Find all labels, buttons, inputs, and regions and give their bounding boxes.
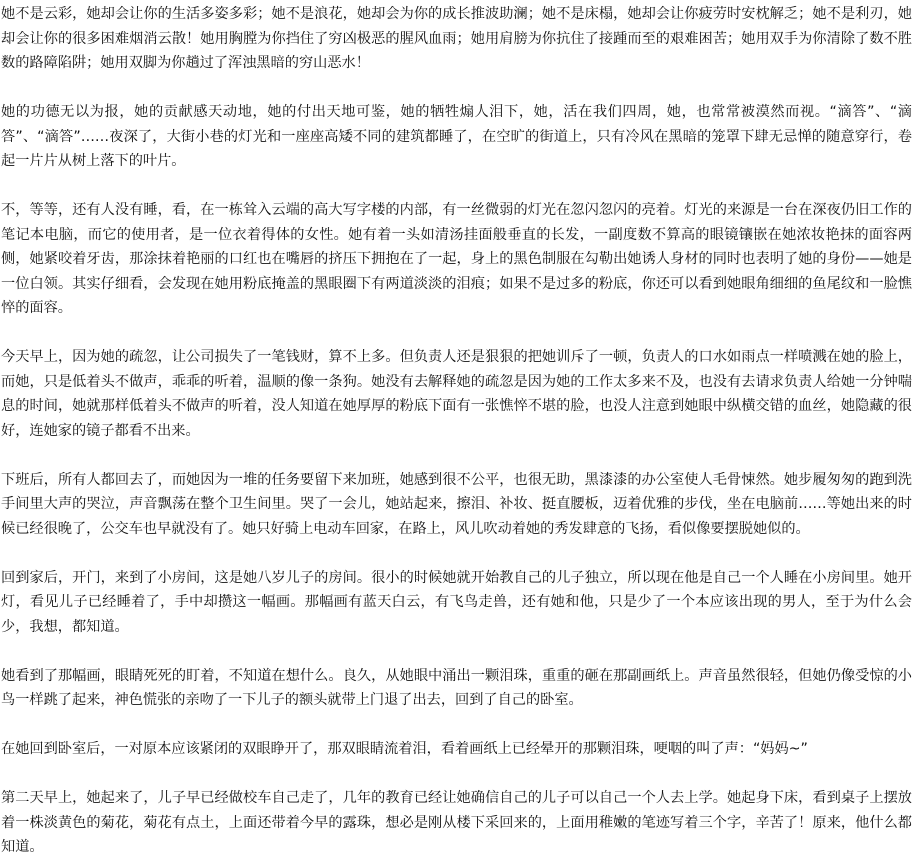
paragraph-3: 不，等等，还有人没有睡，看，在一栋耸入云端的高大写字楼的内部，有一丝微弱的灯光在忽闪忽闪的亮着。灯光的来源是一台在深夜仍旧工作的笔记本电脑，而它的使用者，是一位衣着得体的女性。她有着一头如清汤挂面般垂直的长发，一副度数不算高的眼镜镶嵌在她浓妆艳抹的面容两侧，她紧咬着牙齿，那涂抹着艳丽的口红也在嘴唇的挤压下拥抱在了一起，身上的黑色制服在勾勒出她诱人身材的同时也表明了她的身份——她是一位白领。其实仔细看，会发现在她用粉底掩盖的黑眼圈下有两道淡淡的泪痕；如果不是过多的粉底，你还可以看到她眼角细细的鱼尾纹和一脸憔悴的面容。 bbox=[1, 202, 912, 316]
paragraph-2: 她的功德无以为报，她的贡献感天动地，她的付出天地可鉴，她的牺牲煽人泪下，她，活在我们四周，她，也常常被漠然而视。“滴答”、“滴答”、“滴答”……夜深了，大街小巷的灯光和一座座高矮不同的建筑都睡了，在空旷的街道上，只有冷风在黑暗的笼罩下肆无忌惮的随意穿行，卷起一片片从树上落下的叶片。 bbox=[1, 104, 912, 169]
paragraph-5: 下班后，所有人都回去了，而她因为一堆的任务要留下来加班，她感到很不公平，也很无助，黑漆漆的办公室使人毛骨悚然。她步履匆匆的跑到洗手间里大声的哭泣，声音飘荡在整个卫生间里。哭了一会儿，她站起来，擦泪、补妆、挺直腰板，迈着优雅的步伐，坐在电脑前……等她出来的时候已经很晚了，公交车也早就没有了。她只好骑上电动车回家，在路上，风儿吹动着她的秀发肆意的飞扬，看似像要摆脱她似的。 bbox=[1, 471, 912, 537]
paragraph-8: 在她回到卧室后，一对原本应该紧闭的双眼睁开了，那双眼睛流着泪，看着画纸上已经晕开的那颗泪珠，哽咽的叫了声：“妈妈~” bbox=[1, 741, 808, 757]
paragraph-4: 今天早上，因为她的疏忽，让公司损失了一笔钱财，算不上多。但负责人还是狠狠的把她训斥了一顿，负责人的口水如雨点一样喷溅在她的脸上，而她，只是低着头不做声，乖乖的听着，温顺的像一条狗。她没有去解释她的疏忽是因为她的工作太多来不及，也没有去请求负责人给她一分钟喘息的时间，她就那样低着头不做声的听着，没人知道在她厚厚的粉底下面有一张憔悴不堪的脸，也没人注意到她眼中纵横交错的血丝，她隐藏的很好，连她家的镜子都看不出来。 bbox=[1, 349, 912, 439]
paragraph-1: 她不是云彩，她却会让你的生活多姿多彩；她不是浪花，她却会为你的成长推波助澜；她不是床榻，她却会让你疲劳时安枕解乏；她不是利刃，她却会让你的很多困难烟消云散！她用胸膛为你挡住了穷凶极恶的腥风血雨；她用肩膀为你抗住了接踵而至的艰难困苦；她用双手为你清除了数不胜数的路障陷阱；她用双脚为你趟过了浑浊黑暗的穷山恶水！ bbox=[1, 6, 912, 71]
paragraph-6: 回到家后，开门，来到了小房间，这是她八岁儿子的房间。很小的时候她就开始教自己的儿子独立，所以现在他是自己一个人睡在小房间里。她开灯，看见儿子已经睡着了，手中却攒这一幅画。那幅画有蓝天白云，有飞鸟走兽，还有她和他，只是少了一个本应该出现的男人，至于为什么会少，我想，都知道。 bbox=[1, 569, 912, 635]
paragraph-9: 第二天早上，她起来了，儿子早已经做校车自己走了，几年的教育已经让她确信自己的儿子可以自己一个人去上学。她起身下床，看到桌子上摆放着一株淡黄色的菊花，菊花有点土，上面还带着今早的露珠，想必是刚从楼下采回来的，上面用稚嫩的笔迹写着三个字，辛苦了！原来，他什么都知道。 bbox=[1, 790, 912, 855]
paragraph-7: 她看到了那幅画，眼睛死死的盯着，不知道在想什么。良久，从她眼中涌出一颗泪珠，重重的砸在那副画纸上。声音虽然很轻，但她仍像受惊的小鸟一样跳了起来，神色慌张的亲吻了一下儿子的额头就带上门退了出去，回到了自己的卧室。 bbox=[1, 667, 912, 708]
